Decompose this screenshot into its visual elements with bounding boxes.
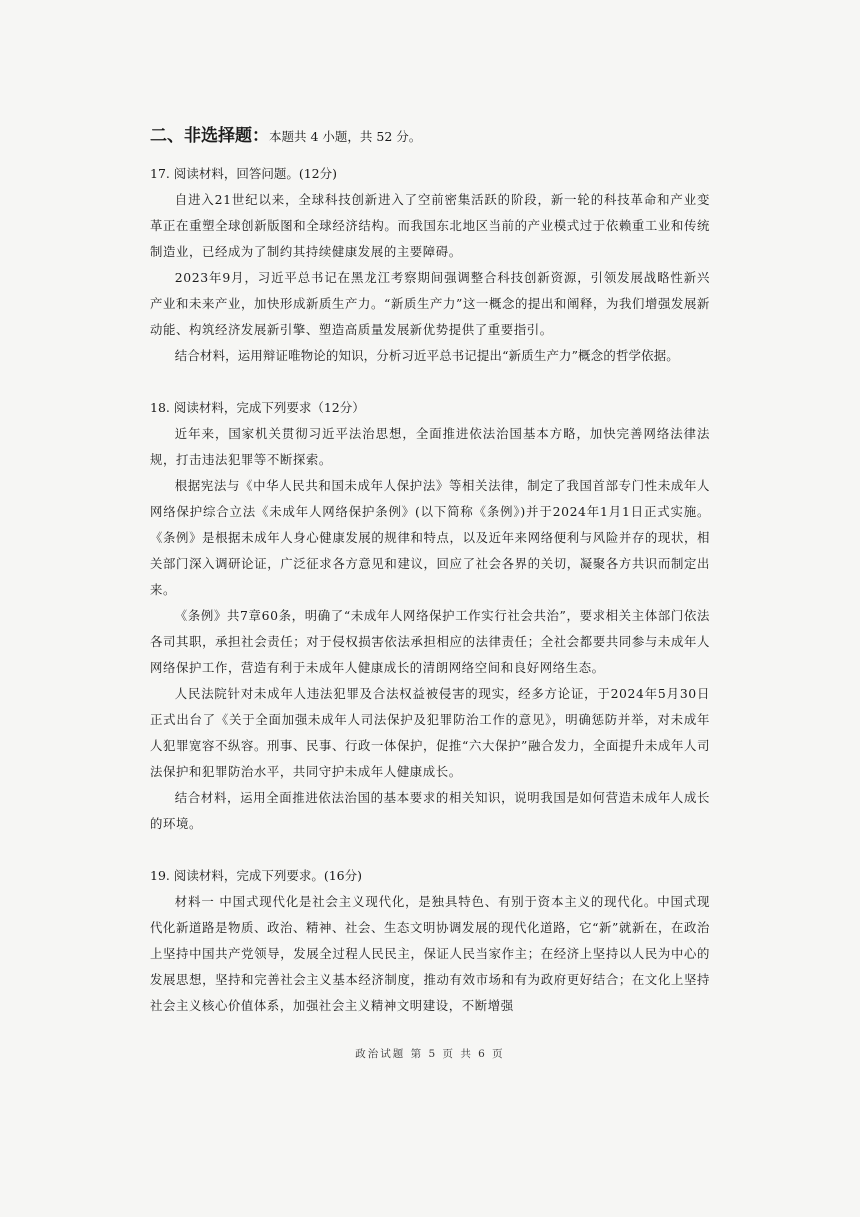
q17-paragraph-1: 自进入21世纪以来，全球科技创新进入了空前密集活跃的阶段，新一轮的科技革命和产业变革正在重塑全球创新版图和全球经济结构。而我国东北地区当前的产业模式过于依赖重工业和传统制造业，已经成为了制约其持续健康发展的主要障碍。 — [150, 192, 710, 259]
q18-paragraph-3: 《条例》共7章60条，明确了“未成年人网络保护工作实行社会共治”，要求相关主体部门依法各司其职，承担社会责任；对于侵权损害依法承担相应的法律责任；全社会都要共同参与未成年人网络保护工作，营造有利于未成年人健康成长的清朗网络空间和良好网络生态。 — [150, 608, 710, 675]
q18-paragraph-1: 近年来，国家机关贯彻习近平法治思想，全面推进依法治国基本方略，加快完善网络法律法规，打击违法犯罪等不断探索。 — [150, 426, 710, 467]
section-subtitle: 本题共 4 小题，共 52 分。 — [269, 129, 422, 144]
q18-heading: 18. 阅读材料，完成下列要求（12分） — [150, 400, 365, 415]
q19-heading: 19. 阅读材料，完成下列要求。(16分) — [150, 868, 363, 883]
q17-paragraph-2: 2023年9月，习近平总书记在黑龙江考察期间强调整合科技创新资源，引领发展战略性新兴产业和未来产业，加快形成新质生产力。“新质生产力”这一概念的提出和阐释，为我们增强发展新动能、构筑经济发展新引擎、塑造高质量发展新优势提供了重要指引。 — [150, 270, 710, 337]
page-footer: 政治试题 第 5 页 共 6 页 — [355, 1048, 505, 1060]
page-content — [150, 122, 710, 1019]
question-17 — [150, 161, 710, 369]
question-18 — [150, 395, 710, 837]
q18-task: 结合材料，运用全面推进依法治国的基本要求的相关知识，说明我国是如何营造未成年人成长的环境。 — [150, 790, 710, 831]
q18-paragraph-2: 根据宪法与《中华人民共和国未成年人保护法》等相关法律，制定了我国首部专门性未成年人网络保护综合立法《未成年人网络保护条例》(以下简称《条例》)并于2024年1月1日正式实施。《条例》是根据未成年人身心健康发展的规律和特点，以及近年来网络便利与风险并存的现状，相关部门深入调研论证，广泛征求各方意见和建议，回应了社会各界的关切，凝聚各方共识而制定出来。 — [150, 478, 710, 597]
section-title: 二、非选择题： — [150, 126, 269, 146]
q17-heading: 17. 阅读材料，回答问题。(12分) — [150, 166, 338, 181]
q18-paragraph-4: 人民法院针对未成年人违法犯罪及合法权益被侵害的现实，经多方论证，于2024年5月30日正式出台了《关于全面加强未成年人司法保护及犯罪防治工作的意见》，明确惩防并举，对未成年人犯罪宽容不纵容。刑事、民事、行政一体保护，促推“六大保护”融合发力，全面提升未成年人司法保护和犯罪防治水平，共同守护未成年人健康成长。 — [150, 686, 710, 779]
question-19 — [150, 863, 710, 1019]
section-heading — [150, 122, 710, 151]
q17-task: 结合材料，运用辩证唯物论的知识，分析习近平总书记提出“新质生产力”概念的哲学依据。 — [174, 348, 679, 363]
q19-material-1: 材料一 中国式现代化是社会主义现代化，是独具特色、有别于资本主义的现代化。中国式现代化新道路是物质、政治、精神、社会、生态文明协调发展的现代化道路，它“新”就新在，在政治上坚持中国共产党领导，发展全过程人民民主，保证人民当家作主；在经济上坚持以人民为中心的发展思想，坚持和完善社会主义基本经济制度，推动有效市场和有为政府更好结合；在文化上坚持社会主义核心价值体系，加强社会主义精神文明建设，不断增强 — [150, 894, 710, 1013]
